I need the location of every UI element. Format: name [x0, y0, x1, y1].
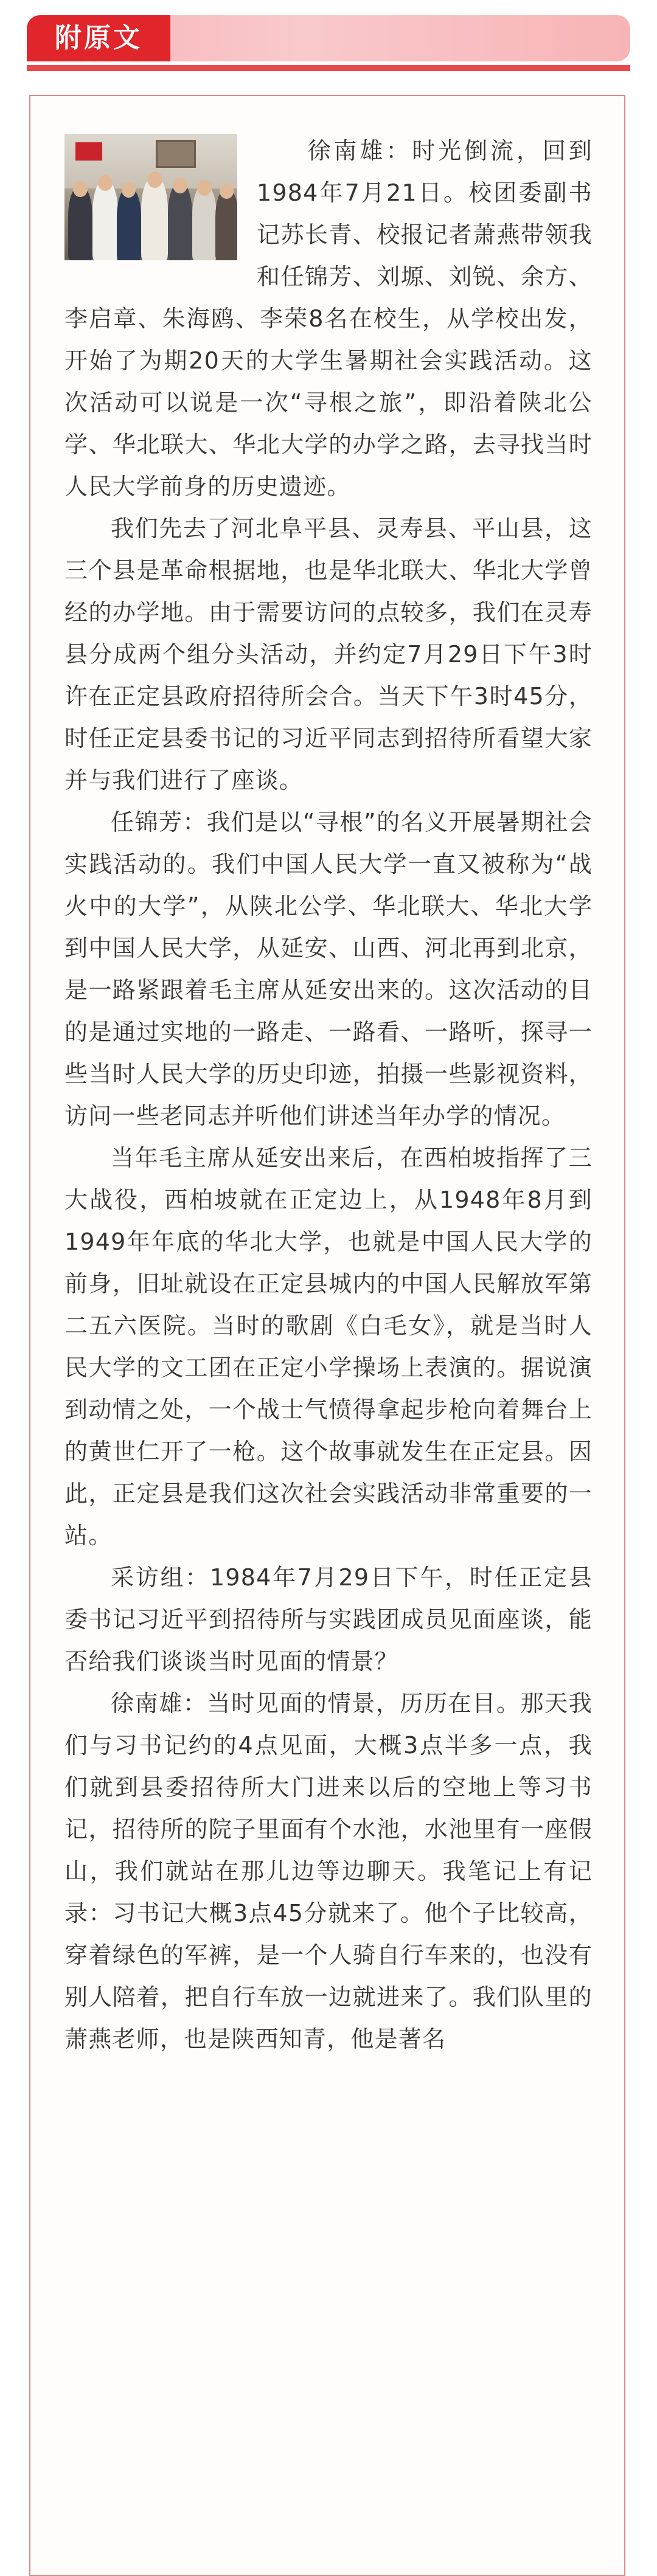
section-header [27, 15, 630, 68]
paragraph-1: 徐南雄：时光倒流，回到1984年7月21日。校团委副书记苏长青、校报记者萧燕带领我和任锦芳、刘塬、刘锐、余方、李启章、朱海鸥、李荣8名在校生，从学校出发，开始了为期20天的大学生暑期社会实践活动。这次活动可以说是一次“寻根之旅”，即沿着陕北公学、华北联大、华北大学的办学之路，去寻找当时人民大学前身的历史遗迹。 [64, 137, 593, 500]
paragraph-6: 徐南雄：当时见面的情景，历历在目。那天我们与习书记约的4点见面，大概3点半多一点，我们就到县委招待所大门进来以后的空地上等习书记，招待所的院子里面有个水池，水池里有一座假山，我们就站在那儿边等边聊天。我笔记上有记录：习书记大概3点45分就来了。他个子比较高，穿着绿色的军裤，是一个人骑自行车来的，也没有别人陪着，把自行车放一边就进来了。我们队里的萧燕老师，也是陕西知青，他是著名 [64, 1690, 593, 2052]
paragraph-3: 任锦芳：我们是以“寻根”的名义开展暑期社会实践活动的。我们中国人民大学一直又被称为“战火中的大学”，从陕北公学、华北联大、华北大学到中国人民大学，从延安、山西、河北再到北京，是一路紧跟着毛主席从延安出来的。这次活动的目的是通过实地的一路走、一路看、一路听，探寻一些当时人民大学的历史印迹，拍摄一些影视资料，访问一些老同志并听他们讲述当年办学的情况。 [64, 809, 593, 1129]
article-body [64, 130, 593, 2060]
paragraph-2: 我们先去了河北阜平县、灵寿县、平山县，这三个县是革命根据地，也是华北联大、华北大学曾经的办学地。由于需要访问的点较多，我们在灵寿县分成两个组分头活动，并约定7月29日下午3时许在正定县政府招待所会合。当天下午3时45分，时任正定县委书记的习近平同志到招待所看望大家并与我们进行了座谈。 [64, 515, 593, 794]
header-underline [27, 65, 630, 71]
group-photo-icon [64, 134, 237, 260]
section-title: 附原文 [55, 23, 142, 54]
article-frame [29, 95, 625, 2576]
paragraph-4: 当年毛主席从延安出来后，在西柏坡指挥了三大战役，西柏坡就在正定边上，从1948年8月到1949年年底的华北大学，也就是中国人民大学的前身，旧址就设在正定县城内的中国人民解放军第二五六医院。当时的歌剧《白毛女》，就是当时人民大学的文工团在正定小学操场上表演的。据说演到动情之处，一个战士气愤得拿起步枪向着舞台上的黄世仁开了一枪。这个故事就发生在正定县。因此，正定县是我们这次社会实践活动非常重要的一站。 [64, 1144, 593, 1549]
paragraph-5: 采访组：1984年7月29日下午，时任正定县委书记习近平到招待所与实践团成员见面座谈，能否给我们谈谈当时见面的情景？ [64, 1564, 593, 1675]
